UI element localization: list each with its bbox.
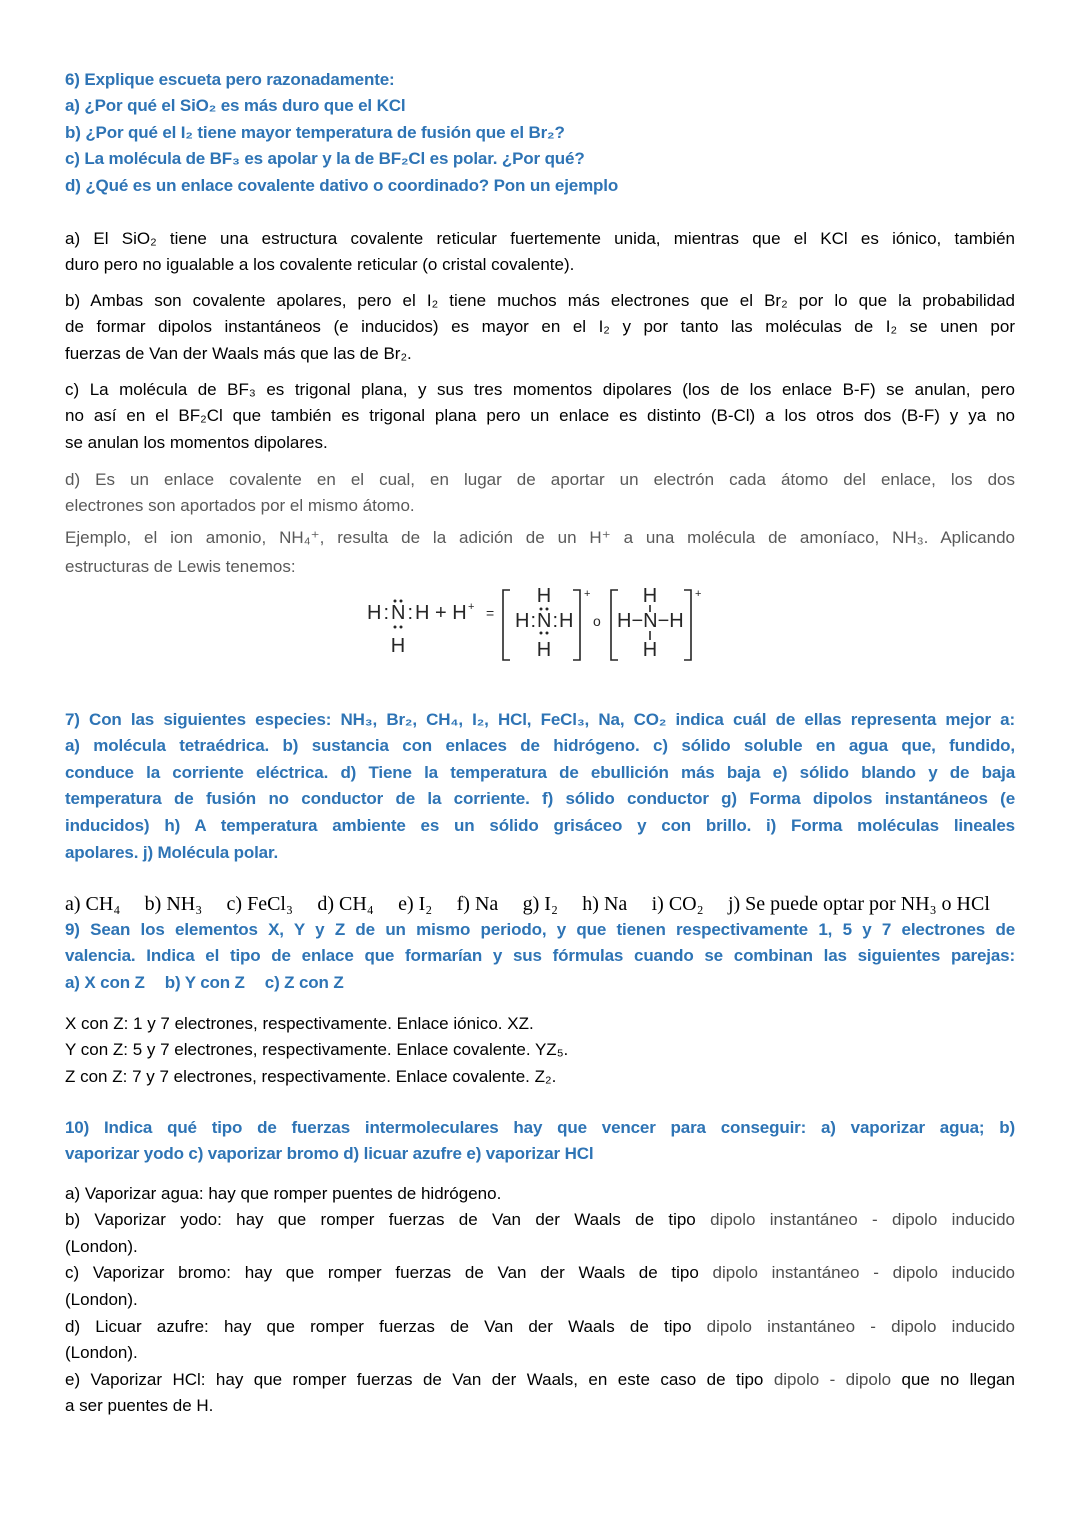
ammonium-lewis: H:N:H — [515, 610, 575, 632]
question-10-line: 10) Indica qué tipo de fuerzas intermoleculares hay que vencer para conseguir: a) vaporizar agua; b) — [65, 1117, 1015, 1137]
left-bracket — [503, 590, 510, 660]
answer-line: Z con Z: 7 y 7 electrones, respectivamente. Enlace covalente. Z₂. — [65, 1066, 557, 1086]
question-9-pair: c) Z con Z — [264, 972, 344, 992]
answer-text: (London). — [65, 1290, 138, 1310]
answer-text: a ser puentes de H. — [65, 1396, 214, 1416]
answer-line — [65, 1367, 1015, 1394]
answer-muted-text: dipolo instantáneo - dipolo inducido — [706, 1316, 1015, 1336]
question-6 — [65, 67, 1015, 200]
answer-7-item: g) I₂ — [522, 892, 558, 915]
answer-10 — [65, 1181, 1015, 1420]
question-7-line: a) molécula tetraédrica. b) sustancia con enlaces de hidrógeno. c) sólido soluble en agua que, fundido, — [65, 736, 1015, 756]
or-label: o — [593, 613, 601, 629]
answer-line: fuerzas de Van der Waals más que las de Br₂. — [65, 343, 412, 363]
question-9-line: 9) Sean los elementos X, Y y Z de un mismo periodo, y que tienen respectivamente 1, 5 y 7 electrones de — [65, 919, 1015, 939]
answer-line: d) Es un enlace covalente en el cual, en lugar de aportar un electrón cada átomo del enlace, los dos — [65, 469, 1015, 489]
question-6-title: 6) Explique escueta pero razonadamente: — [65, 69, 395, 89]
answer-text: e) Vaporizar HCl: hay que romper fuerzas de Van der Waals, en este caso de tipo — [65, 1369, 764, 1389]
answer-6c — [65, 377, 1015, 457]
answer-line: X con Z: 1 y 7 electrones, respectivamente. Enlace iónico. XZ. — [65, 1013, 534, 1033]
lone-pair-dot — [400, 600, 403, 603]
answer-line — [65, 1207, 1015, 1234]
bond-dot — [400, 626, 403, 629]
plus-hydrogen: + H — [435, 602, 467, 624]
hydrogen-atom: H — [390, 635, 406, 657]
hydrogen-atom: H — [642, 639, 658, 661]
question-9-line: valencia. Indica el tipo de enlace que formarían y sus fórmulas cuando se combinan las siguientes parejas: — [65, 946, 1015, 966]
answer-text: que no llegan — [901, 1369, 1015, 1389]
answer-line — [65, 1393, 1015, 1420]
answer-line: a) El SiO₂ tiene una estructura covalente reticular fuertemente unida, mientras que el KCl es iónico, también — [65, 228, 1015, 248]
bond-dot — [540, 632, 543, 635]
answer-line: electrones son aportados por el mismo átomo. — [65, 496, 415, 516]
answer-line — [65, 1181, 1015, 1208]
answer-9 — [65, 1011, 1015, 1091]
bond-dot — [394, 626, 397, 629]
charge-sign: + — [468, 601, 475, 613]
answer-7-item: b) NH₃ — [144, 892, 203, 915]
answer-line: c) La molécula de BF₃ es trigonal plana, y sus tres momentos dipolares (los de los enlace B-F) se anulan, pero — [65, 379, 1015, 399]
hydrogen-atom: H — [642, 585, 658, 607]
ammonia-lewis: H:N:H — [367, 602, 432, 624]
ammonium-bonds: H−N−H — [617, 610, 684, 632]
answer-line: Ejemplo, el ion amonio, NH₄⁺, resulta de la adición de un H⁺ a una molécula de amoníaco, NH₃. Aplicando — [65, 527, 1015, 547]
answer-line: Y con Z: 5 y 7 electrones, respectivamente. Enlace covalente. YZ₅. — [65, 1040, 569, 1060]
question-7 — [65, 707, 1015, 867]
hydrogen-atom: H — [536, 585, 552, 607]
answer-line — [65, 1314, 1015, 1341]
answer-line — [65, 1234, 1015, 1261]
answer-line: no así en el BF₂Cl que también es trigonal plana pero un enlace es distinto (B-Cl) a los otros dos (B-F) y ya no — [65, 406, 1015, 426]
answer-7-item: e) I₂ — [398, 892, 433, 915]
answer-text: (London). — [65, 1236, 138, 1256]
answer-6d-example — [65, 523, 1015, 581]
answer-7-item: c) FeCl₃ — [226, 892, 293, 915]
question-7-line: temperatura de fusión no conductor de la corriente. f) sólido conductor g) Forma dipolos instantáneos (e — [65, 789, 1015, 809]
answer-7-item: i) CO₂ — [651, 892, 704, 915]
equals-sign: = — [486, 605, 495, 621]
question-9-pair: a) X con Z — [65, 972, 145, 992]
answer-line — [65, 1340, 1015, 1367]
question-6d: d) ¿Qué es un enlace covalente dativo o coordinado? Pon un ejemplo — [65, 176, 619, 196]
answer-line: b) Ambas son covalente apolares, pero el I₂ tiene muchos más electrones que el Br₂ por lo que la probabilidad — [65, 290, 1015, 310]
right-bracket — [684, 590, 691, 660]
answer-text: b) Vaporizar yodo: hay que romper fuerzas de Van der Waals de tipo — [65, 1210, 696, 1230]
answer-line: duro pero no igualable a los covalente reticular (o cristal covalente). — [65, 255, 575, 275]
question-6c: c) La molécula de BF₃ es apolar y la de BF₂Cl es polar. ¿Por qué? — [65, 149, 585, 169]
answer-7-item: d) CH₄ — [317, 892, 374, 915]
answer-line: estructuras de Lewis tenemos: — [65, 556, 296, 576]
answer-text: (London). — [65, 1343, 138, 1363]
charge-sign: + — [695, 588, 702, 600]
question-10 — [65, 1115, 1015, 1168]
answer-muted-text: dipolo instantáneo - dipolo inducido — [712, 1263, 1015, 1283]
answer-muted-text: dipolo - dipolo — [773, 1369, 892, 1389]
question-7-line: inducidos) h) A temperatura ambiente es un sólido grisáceo y con brillo. i) Forma moléculas lineales — [65, 816, 1015, 836]
lone-pair-dot — [394, 600, 397, 603]
question-6b: b) ¿Por qué el I₂ tiene mayor temperatura de fusión que el Br₂? — [65, 122, 565, 142]
answer-7-row — [65, 891, 990, 918]
lewis-structure-diagram — [355, 580, 715, 668]
question-7-line: apolares. j) Molécula polar. — [65, 842, 279, 862]
question-10-line: vaporizar yodo c) vaporizar bromo d) licuar azufre e) vaporizar HCl — [65, 1144, 594, 1164]
question-6a: a) ¿Por qué el SiO₂ es más duro que el KCl — [65, 96, 406, 116]
answer-7-item: j) Se puede optar por NH₃ o HCl — [727, 892, 990, 915]
answer-line: se anulan los momentos dipolares. — [65, 432, 328, 452]
answer-text: d) Licuar azufre: hay que romper fuerzas de Van der Waals de tipo — [65, 1316, 692, 1336]
answer-muted-text: dipolo instantáneo - dipolo inducido — [710, 1210, 1015, 1230]
answer-text: a) Vaporizar agua: hay que romper puentes de hidrógeno. — [65, 1183, 502, 1203]
answer-line — [65, 1260, 1015, 1287]
question-9 — [65, 917, 1015, 997]
question-7-line: 7) Con las siguientes especies: NH₃, Br₂, CH₄, I₂, HCl, FeCl₃, Na, CO₂ indica cuál de ellas representa mejor a: — [65, 709, 1015, 729]
answer-7 — [65, 891, 1015, 918]
question-9-pair: b) Y con Z — [164, 972, 245, 992]
bond-dot — [546, 632, 549, 635]
answer-line — [65, 1287, 1015, 1314]
answer-6a — [65, 226, 1015, 279]
answer-6b — [65, 288, 1015, 368]
charge-sign: + — [584, 588, 591, 600]
hydrogen-atom: H — [536, 639, 552, 661]
question-7-line: conduce la corriente eléctrica. d) Tiene la temperatura de ebullición más baja e) sólido blando y de baja — [65, 762, 1015, 782]
question-9-pairs — [65, 970, 1015, 997]
answer-line: de formar dipolos instantáneos (e inducidos) es mayor en el I₂ y por tanto las moléculas de I₂ se unen por — [65, 317, 1015, 337]
answer-7-item: f) Na — [456, 892, 499, 915]
answer-7-item: h) Na — [582, 892, 628, 915]
answer-6d — [65, 467, 1015, 520]
answer-text: c) Vaporizar bromo: hay que romper fuerzas de Van der Waals de tipo — [65, 1263, 699, 1283]
answer-7-item: a) CH₄ — [65, 892, 121, 915]
